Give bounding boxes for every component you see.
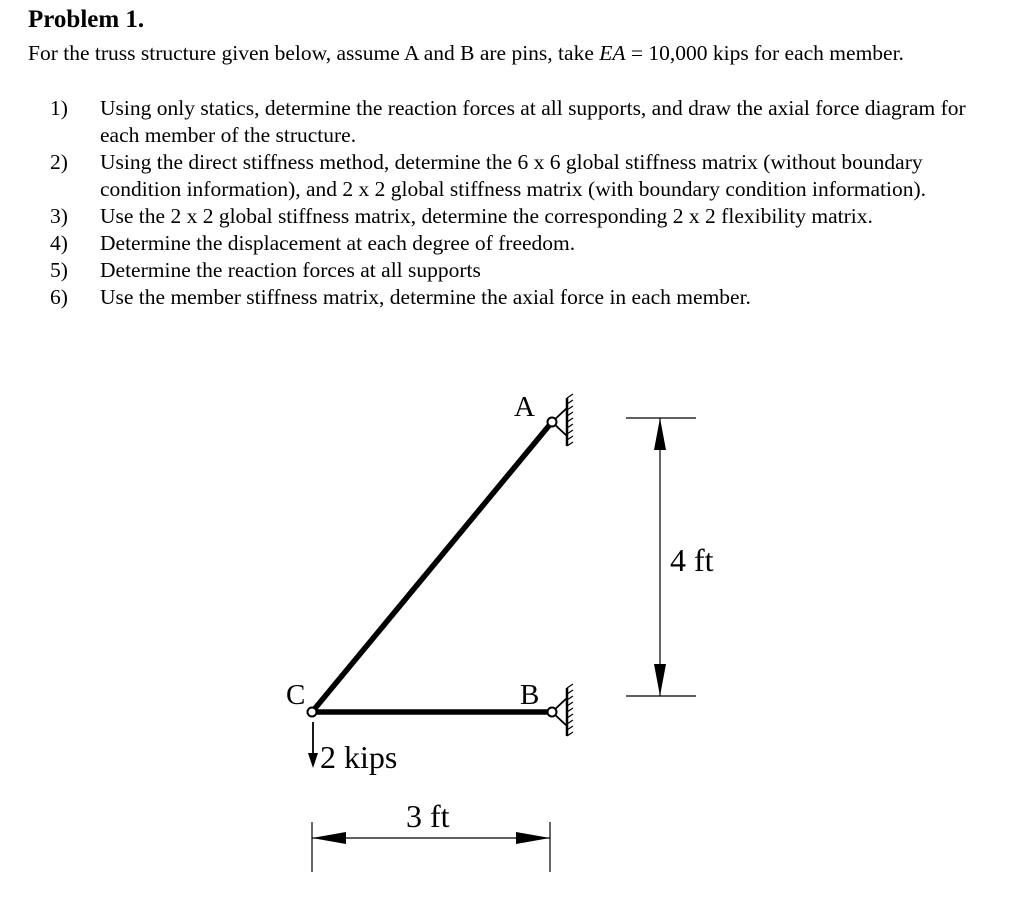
task-number: 5) [50,258,68,282]
task-text: Use the 2 x 2 global stiffness matrix, determine the corresponding 2 x 2 flexibility matrix. [100,204,873,228]
node-c-label: C [286,679,306,711]
task-number: 1) [50,96,68,120]
task-number: 3) [50,204,68,228]
task-text: Use the member stiffness matrix, determine the axial force in each member. [100,285,751,309]
load-arrow [308,722,318,768]
node-b-label: B [520,679,540,711]
member-ca [312,422,552,712]
problem-title: Problem 1. [28,6,145,33]
intro-variable: EA [599,41,626,65]
horizontal-dimension-label: 3 ft [406,798,450,834]
task-text: Using the direct stiffness method, determine the 6 x 6 global stiffness matrix (without boundary condition information), and 2 x 2 global stiffness matrix (with boundary condition information). [100,150,927,201]
support-a [548,394,574,446]
task-number: 4) [50,231,68,255]
task-text: Using only statics, determine the reaction forces at all supports, and draw the axial force diagram for each member of the structure. [100,96,966,147]
task-number: 2) [50,150,68,174]
load-label: 2 kips [320,739,398,775]
joint-c [308,708,317,717]
task-text: Determine the reaction forces at all supports [100,258,481,282]
task-number: 6) [50,285,68,309]
vertical-dimension-label: 4 ft [670,542,714,578]
intro-suffix: = 10,000 kips for each member. [625,41,904,65]
intro-prefix: For the truss structure given below, assume A and B are pins, take [28,41,600,65]
task-text: Determine the displacement at each degree of freedom. [100,231,576,255]
node-a-label: A [514,391,535,423]
support-b [548,684,574,736]
